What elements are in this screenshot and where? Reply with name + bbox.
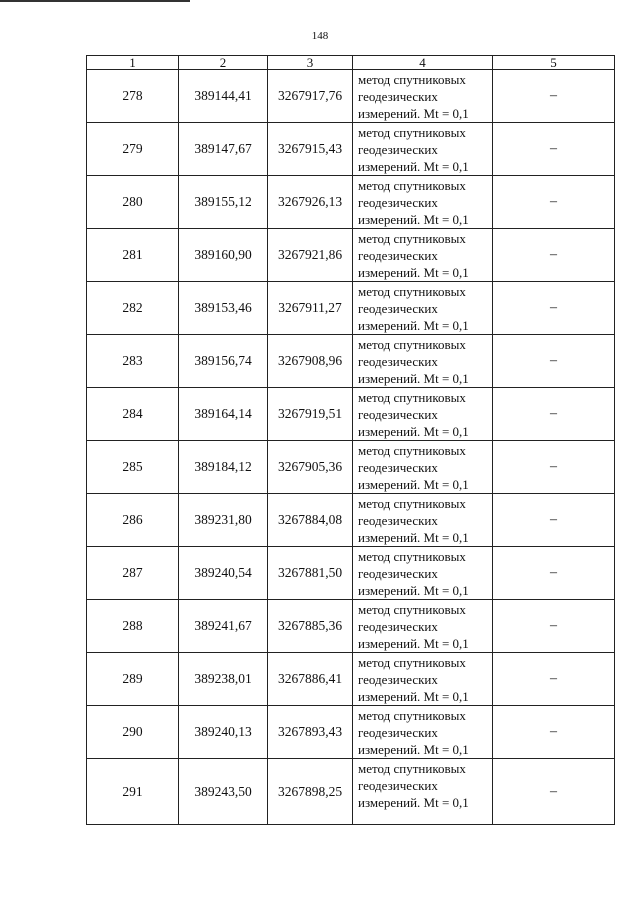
coord-y: 3267915,43 <box>268 123 353 176</box>
table-row <box>87 229 615 282</box>
method-cell: метод спутниковых геодезических измерений. Mt = 0,1 <box>353 123 493 176</box>
method-cell: метод спутниковых геодезических измерений. Mt = 0,1 <box>353 70 493 123</box>
coord-x: 389155,12 <box>179 176 268 229</box>
table-row <box>87 759 615 825</box>
coord-x: 389147,67 <box>179 123 268 176</box>
point-number: 287 <box>87 547 179 600</box>
note-cell: – <box>493 388 615 441</box>
note-cell: – <box>493 547 615 600</box>
note-cell: – <box>493 653 615 706</box>
header-col-2: 2 <box>179 56 268 70</box>
note-cell: – <box>493 706 615 759</box>
page-number: 148 <box>311 30 329 42</box>
note-cell: – <box>493 282 615 335</box>
coord-x: 389164,14 <box>179 388 268 441</box>
point-number: 279 <box>87 123 179 176</box>
method-cell: метод спутниковых геодезических измерений. Mt = 0,1 <box>353 282 493 335</box>
coord-x: 389241,67 <box>179 600 268 653</box>
table-row <box>87 123 615 176</box>
note-cell: – <box>493 335 615 388</box>
coord-y: 3267886,41 <box>268 653 353 706</box>
coord-y: 3267917,76 <box>268 70 353 123</box>
note-cell: – <box>493 176 615 229</box>
method-cell: метод спутниковых геодезических измерений. Mt = 0,1 <box>353 229 493 282</box>
point-number: 278 <box>87 70 179 123</box>
note-cell: – <box>493 123 615 176</box>
header-col-1: 1 <box>87 56 179 70</box>
coord-y: 3267893,43 <box>268 706 353 759</box>
point-number: 289 <box>87 653 179 706</box>
coord-x: 389160,90 <box>179 229 268 282</box>
coord-y: 3267905,36 <box>268 441 353 494</box>
point-number: 285 <box>87 441 179 494</box>
coord-x: 389156,74 <box>179 335 268 388</box>
header-col-3: 3 <box>268 56 353 70</box>
method-cell: метод спутниковых геодезических измерений. Mt = 0,1 <box>353 335 493 388</box>
method-cell: метод спутниковых геодезических измерений. Mt = 0,1 <box>353 653 493 706</box>
table-row <box>87 706 615 759</box>
method-cell: метод спутниковых геодезических измерений. Mt = 0,1 <box>353 600 493 653</box>
method-cell: метод спутниковых геодезических измерений. Mt = 0,1 <box>353 759 493 825</box>
table-row <box>87 441 615 494</box>
coord-y: 3267911,27 <box>268 282 353 335</box>
method-cell: метод спутниковых геодезических измерений. Mt = 0,1 <box>353 441 493 494</box>
table-row <box>87 388 615 441</box>
point-number: 286 <box>87 494 179 547</box>
coord-x: 389153,46 <box>179 282 268 335</box>
header-col-4: 4 <box>353 56 493 70</box>
method-cell: метод спутниковых геодезических измерений. Mt = 0,1 <box>353 388 493 441</box>
note-cell: – <box>493 759 615 825</box>
table-row <box>87 547 615 600</box>
table-row <box>87 600 615 653</box>
table-row <box>87 653 615 706</box>
point-number: 291 <box>87 759 179 825</box>
point-number: 288 <box>87 600 179 653</box>
coord-y: 3267898,25 <box>268 759 353 825</box>
note-cell: – <box>493 441 615 494</box>
table-row <box>87 335 615 388</box>
table-row <box>87 282 615 335</box>
coord-y: 3267884,08 <box>268 494 353 547</box>
note-cell: – <box>493 229 615 282</box>
method-cell: метод спутниковых геодезических измерений. Mt = 0,1 <box>353 547 493 600</box>
coord-x: 389231,80 <box>179 494 268 547</box>
coord-x: 389238,01 <box>179 653 268 706</box>
table-row <box>87 70 615 123</box>
note-cell: – <box>493 600 615 653</box>
coord-x: 389184,12 <box>179 441 268 494</box>
coordinates-table <box>86 55 615 825</box>
coord-x: 389240,13 <box>179 706 268 759</box>
coord-y: 3267921,86 <box>268 229 353 282</box>
note-cell: – <box>493 494 615 547</box>
point-number: 283 <box>87 335 179 388</box>
note-cell: – <box>493 70 615 123</box>
coord-x: 389243,50 <box>179 759 268 825</box>
coord-x: 389144,41 <box>179 70 268 123</box>
coord-y: 3267885,36 <box>268 600 353 653</box>
table-header-row <box>87 56 615 70</box>
method-cell: метод спутниковых геодезических измерений. Mt = 0,1 <box>353 176 493 229</box>
point-number: 280 <box>87 176 179 229</box>
coord-y: 3267926,13 <box>268 176 353 229</box>
coord-y: 3267908,96 <box>268 335 353 388</box>
method-cell: метод спутниковых геодезических измерений. Mt = 0,1 <box>353 706 493 759</box>
point-number: 290 <box>87 706 179 759</box>
point-number: 281 <box>87 229 179 282</box>
method-cell: метод спутниковых геодезических измерений. Mt = 0,1 <box>353 494 493 547</box>
point-number: 284 <box>87 388 179 441</box>
coord-x: 389240,54 <box>179 547 268 600</box>
header-col-5: 5 <box>493 56 615 70</box>
table-row <box>87 176 615 229</box>
coord-y: 3267919,51 <box>268 388 353 441</box>
top-rule <box>0 0 190 2</box>
point-number: 282 <box>87 282 179 335</box>
table-row <box>87 494 615 547</box>
coord-y: 3267881,50 <box>268 547 353 600</box>
